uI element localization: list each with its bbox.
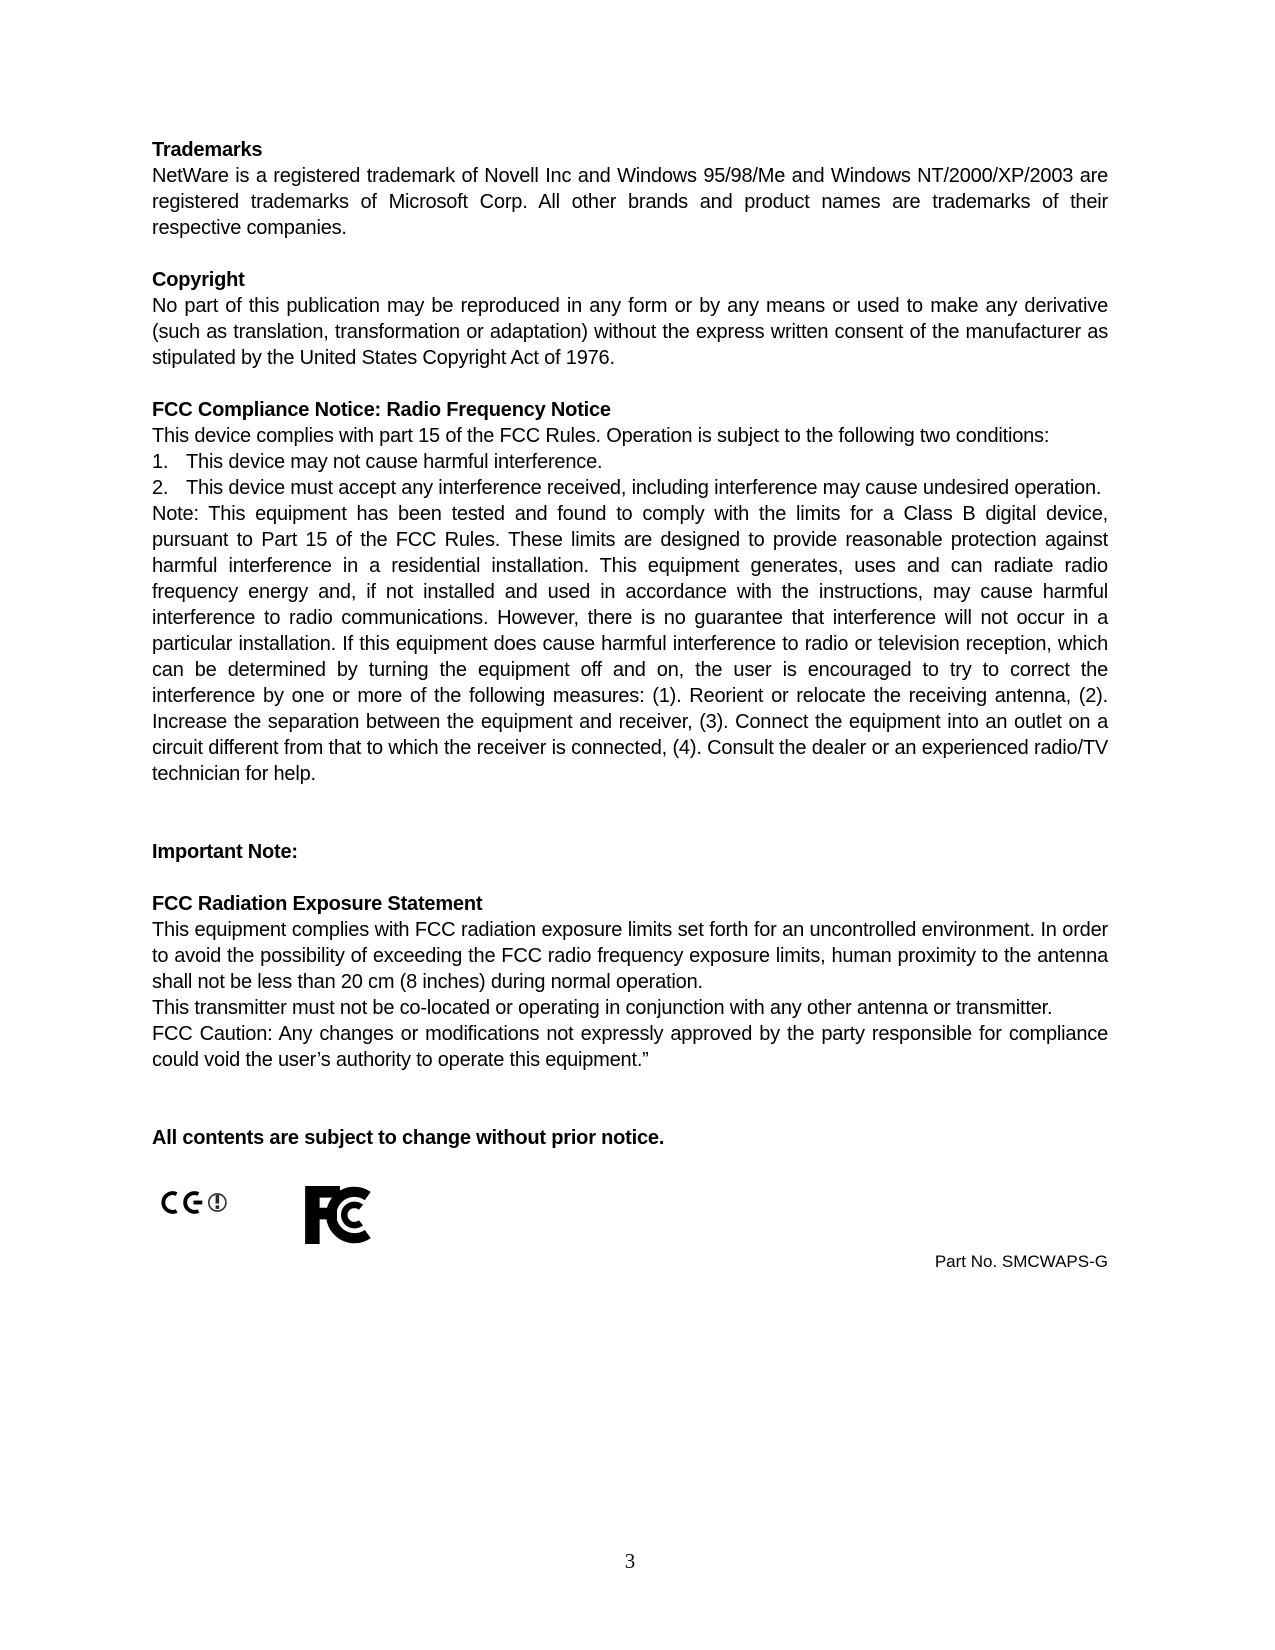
certification-logos xyxy=(160,1186,1108,1251)
list-item-text: This device may not cause harmful interference. xyxy=(186,451,603,473)
fcc-logo-icon xyxy=(305,1186,385,1251)
list-item-number: 2. xyxy=(152,477,169,499)
trademarks-heading: Trademarks xyxy=(152,139,263,161)
fcc-radiation-paragraph-1: This equipment complies with FCC radiation exposure limits set forth for an uncontrolled environment. In order to avoid the possibility of exceeding the FCC radio frequency exposure limits, human proximity to the antenna shall not be less than 20 cm (8 inches) during normal operation. xyxy=(152,919,1108,993)
fcc-compliance-note: Note: This equipment has been tested and found to comply with the limits for a Class B digital device, pursuant to Part 15 of the FCC Rules. These limits are designed to provide reasonable protection against harmful interference in a residential installation. This equipment generates, uses and can radiate radio frequency energy and, if not installed and used in accordance with the instructions, may cause harmful interference to radio communications. However, there is no guarantee that interference will not occur in a particular installation. If this equipment does cause harmful interference to radio or television reception, which can be determined by turning the equipment off and on, the user is encouraged to try to correct the interference by one or more of the following measures: (1). Reorient or relocate the receiving antenna, (2). Increase the separation between the equipment and receiver, (3). Connect the equipment into an outlet on a circuit different from that to which the receiver is connected, (4). Consult the dealer or an experienced radio/TV technician for help. xyxy=(152,503,1108,785)
part-number: Part No. SMCWAPS-G xyxy=(934,1252,1108,1271)
page-number: 3 xyxy=(624,1549,636,1573)
fcc-compliance-intro: This device complies with part 15 of the FCC Rules. Operation is subject to the following two conditions: xyxy=(152,425,1050,447)
fcc-radiation-paragraph-2: This transmitter must not be co-located or operating in conjunction with any other antenna or transmitter. xyxy=(152,997,1053,1019)
fcc-radiation-heading: FCC Radiation Exposure Statement xyxy=(152,893,483,915)
copyright-heading: Copyright xyxy=(152,269,245,291)
copyright-paragraph: No part of this publication may be reproduced in any form or by any means or used to make any derivative (such as translation, transformation or adaptation) without the express written consent of the manufacturer as stipulated by the United States Copyright Act of 1976. xyxy=(152,295,1108,369)
spacer xyxy=(152,241,1108,267)
spacer xyxy=(152,1073,1108,1125)
important-note-heading: Important Note: xyxy=(152,841,298,863)
page-content xyxy=(152,137,1108,1273)
list-item xyxy=(152,475,1108,501)
list-item xyxy=(152,449,1108,475)
fcc-radiation-paragraph-3: FCC Caution: Any changes or modifications not expressly approved by the party responsible for compliance could void the user’s authority to operate this equipment.” xyxy=(152,1023,1108,1071)
ce-mark-icon xyxy=(160,1189,228,1223)
trademarks-paragraph: NetWare is a registered trademark of Novell Inc and Windows 95/98/Me and Windows NT/2000/XP/2003 are registered trademarks of Microsoft Corp. All other brands and product names are trademarks of their respective companies. xyxy=(152,165,1108,239)
spacer xyxy=(152,787,1108,839)
list-item-text: This device must accept any interference received, including interference may cause undesired operation. xyxy=(186,477,1102,499)
conditions-list xyxy=(152,449,1108,501)
spacer xyxy=(152,865,1108,891)
fcc-compliance-heading: FCC Compliance Notice: Radio Frequency Notice xyxy=(152,399,611,421)
alert-circle-icon xyxy=(209,1194,226,1211)
change-notice-heading: All contents are subject to change without prior notice. xyxy=(152,1127,665,1149)
spacer xyxy=(152,371,1108,397)
list-item-number: 1. xyxy=(152,451,169,473)
